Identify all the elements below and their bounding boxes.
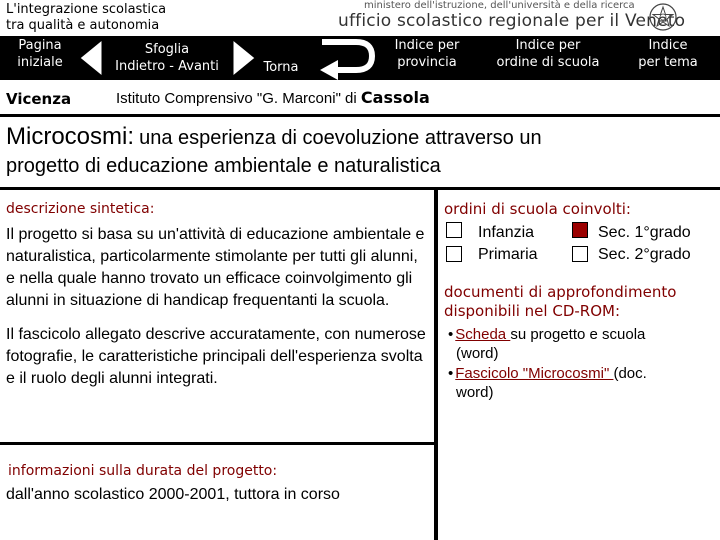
ministry-name: ministero dell'istruzione, dell'università e della ricerca [364, 0, 635, 11]
checkbox-infanzia[interactable] [446, 222, 462, 238]
checkbox-primaria-label: Primaria [478, 246, 538, 263]
school-prefix: Istituto Comprensivo "G. Marconi" di [116, 90, 357, 107]
document-description: su progetto e scuola [510, 326, 646, 343]
bullet-icon: • [448, 326, 454, 343]
nav-index-province-button[interactable] [384, 37, 470, 71]
checkbox-sec-1-grado-label: Sec. 1°grado [598, 224, 691, 241]
checkbox-sec-1-grado[interactable] [572, 222, 588, 238]
nav-index-topic-line2: per tema [638, 55, 698, 70]
office-name: ufficio scolastico regionale per il Veneto [338, 11, 686, 31]
checkbox-sec-2-grado[interactable] [572, 246, 588, 262]
nav-home-line1: Pagina [18, 38, 62, 53]
nav-home-button[interactable] [8, 37, 72, 71]
nav-browse-line2: Indietro - Avanti [115, 59, 219, 74]
document-format: word) [456, 384, 494, 401]
brand-line-1: L'integrazione scolastica [6, 2, 167, 17]
nav-index-school-order-button[interactable] [486, 37, 610, 71]
nav-index-topic-button[interactable] [630, 37, 706, 71]
description-paragraph-1: Il progetto si basa su un'attività di educazione ambientale e naturalistica, particolarmente stimolante per tutti gli alunni, e nella quale hanno trovato un efficace coinvolgimento gli alunni in situazione di handicap frequentanti la scuola. [6, 226, 425, 309]
checkbox-infanzia-label: Infanzia [478, 224, 535, 241]
description-label: descrizione sintetica: [6, 201, 155, 217]
bullet-icon: • [448, 365, 454, 382]
project-title-rest: una esperienza di coevoluzione attraverso un [139, 127, 542, 149]
duration-text: dall'anno scolastico 2000-2001, tuttora in corso [6, 486, 340, 503]
description-text [6, 224, 426, 390]
arrow-left-icon[interactable] [78, 38, 104, 78]
return-arrow-icon[interactable] [314, 36, 380, 80]
duration-label: informazioni sulla durata del progetto: [8, 463, 278, 479]
document-link-fascicolo[interactable]: Fascicolo "Microcosmi" [455, 365, 614, 382]
project-title-line2: progetto di educazione ambientale e naturalistica [6, 155, 441, 177]
school-orders-label: ordini di scuola coinvolti: [444, 200, 631, 218]
school-town: Cassola [360, 88, 430, 107]
nav-index-school-order-line1: Indice per [515, 38, 581, 53]
document-item [448, 325, 714, 363]
checkbox-sec-2-grado-label: Sec. 2°grado [598, 246, 691, 263]
project-title-box [0, 114, 720, 190]
nav-index-province-line2: provincia [397, 55, 457, 70]
arrow-right-icon[interactable] [231, 38, 257, 78]
nav-index-topic-line1: Indice [648, 38, 688, 53]
nav-index-school-order-line2: ordine di scuola [496, 55, 600, 70]
document-format: (word) [456, 345, 499, 362]
nav-index-province-line1: Indice per [394, 38, 460, 53]
description-paragraph-2: Il fascicolo allegato descrive accuratamente, con numerose fotografie, le caratteristiche principali dell'esperienza svolta e il ruolo degli alunni integrati. [6, 326, 426, 387]
documents-label: documenti di approfondimento disponibili nel CD-ROM: [444, 283, 677, 320]
site-brand [6, 2, 166, 34]
nav-browse-button[interactable] [104, 41, 230, 75]
project-title-main: Microcosmi: [6, 123, 135, 150]
navigation-bar [0, 36, 720, 80]
nav-back-button[interactable]: Torna [263, 60, 299, 75]
nav-home-line2: iniziale [17, 55, 63, 70]
document-link-scheda[interactable]: Scheda [455, 326, 511, 343]
province-label: Vicenza [6, 90, 72, 108]
brand-line-2: tra qualità e autonomia [6, 18, 160, 33]
document-description: (doc. [613, 365, 647, 382]
vertical-divider [434, 190, 438, 540]
horizontal-divider [0, 442, 434, 445]
nav-browse-line1: Sfoglia [144, 42, 190, 57]
document-item [448, 364, 714, 402]
checkbox-primaria[interactable] [446, 246, 462, 262]
school-name [116, 88, 430, 107]
italian-republic-emblem-icon [648, 2, 678, 32]
